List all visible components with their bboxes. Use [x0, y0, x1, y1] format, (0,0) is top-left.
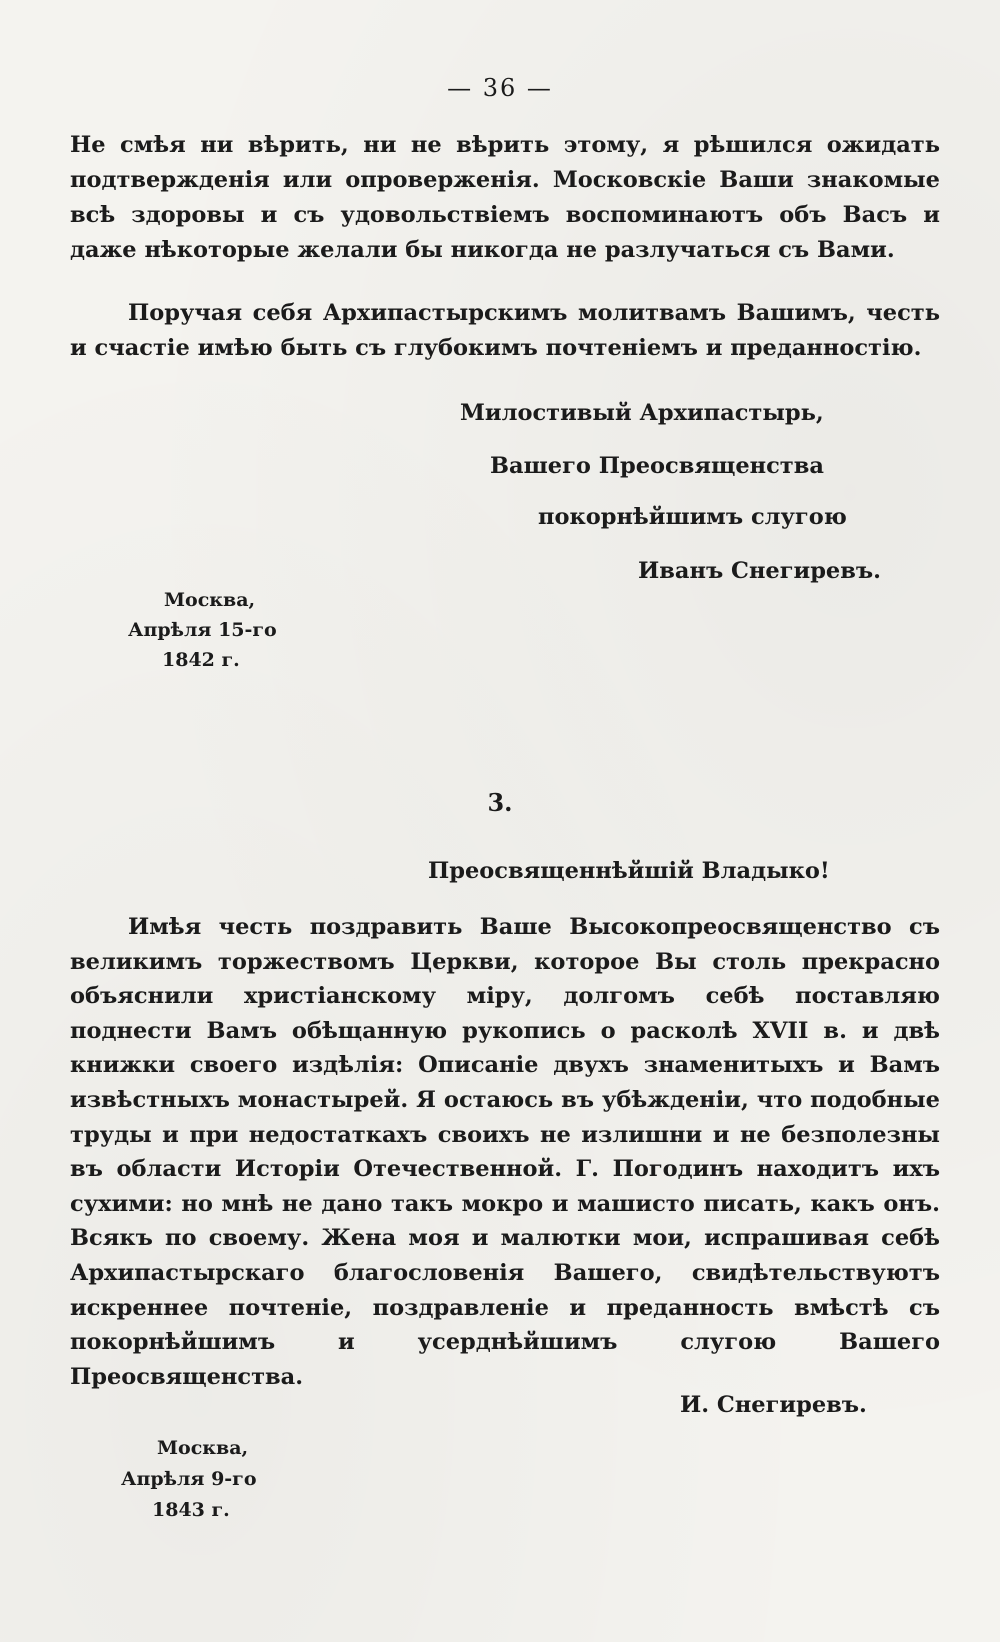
- page-number: — 36 —: [447, 74, 553, 102]
- letter2-year: 1843 г.: [152, 1499, 230, 1521]
- letter1-body: [70, 128, 940, 268]
- letter1-paragraph-2: Поручая себя Архипастырскимъ молитвамъ Вашимъ, честь и счастіе имѣю быть съ глубокимъ почтеніемъ и преданностію.: [70, 300, 940, 361]
- letter1-signature: Иванъ Снегиревъ.: [638, 558, 881, 584]
- letter2-signature: И. Снегиревъ.: [680, 1392, 867, 1418]
- letter2-paragraph-1: Имѣя честь поздравить Ваше Высокопреосвященство съ великимъ торжествомъ Церкви, которое Вы столь прекрасно объяснили христіанскому міру, долгомъ себѣ поставляю поднести Вамъ обѣщанную рукопись о расколѣ XVII в. и двѣ книжки своего издѣлія: Описаніе двухъ знаменитыхъ и Вамъ извѣстныхъ монастырей. Я остаюсь въ убѣжденіи, что подобные труды и при недостаткахъ своихъ не излишни и не безполезны въ области Исторіи Отечественной. Г. Погодинъ находитъ ихъ сухими: но мнѣ не дано такъ мокро и машисто писать, какъ онъ. Всякъ по своему. Жена моя и малютки мои, испрашивая себѣ Архипастырскаго благословенія Вашего, свидѣтельствуютъ искреннее почтеніе, поздравленіе и преданность вмѣстѣ съ покорнѣйшимъ и усерднѣйшимъ слугою Вашего Преосвященства.: [70, 914, 940, 1390]
- letter2-body: [70, 910, 940, 1394]
- letter1-closing-line-3: покорнѣйшимъ слугою: [538, 504, 847, 530]
- letter2-date: Апрѣля 9-го: [121, 1468, 257, 1490]
- letter1-year: 1842 г.: [162, 649, 240, 671]
- letter2-place: Москва,: [157, 1437, 249, 1459]
- letter1-closing-line-1: Милостивый Архипастырь,: [460, 400, 824, 426]
- letter1-date: Апрѣля 15-го: [128, 619, 277, 641]
- letter1-body-2: [70, 296, 940, 366]
- letter1-paragraph-1: Не смѣя ни вѣрить, ни не вѣрить этому, я рѣшился ожидать подтвержденія или опроверженія. Московскіе Ваши знакомые всѣ здоровы и съ удовольствіемъ воспоминаютъ объ Васъ и даже нѣкоторые желали бы никогда не разлучаться съ Вами.: [70, 132, 940, 263]
- letter1-closing-line-2: Вашего Преосвященства: [490, 453, 824, 479]
- letter2-salutation: Преосвященнѣйшій Владыко!: [428, 858, 830, 884]
- letter2-number: 3.: [487, 788, 513, 817]
- letter1-place: Москва,: [164, 589, 256, 611]
